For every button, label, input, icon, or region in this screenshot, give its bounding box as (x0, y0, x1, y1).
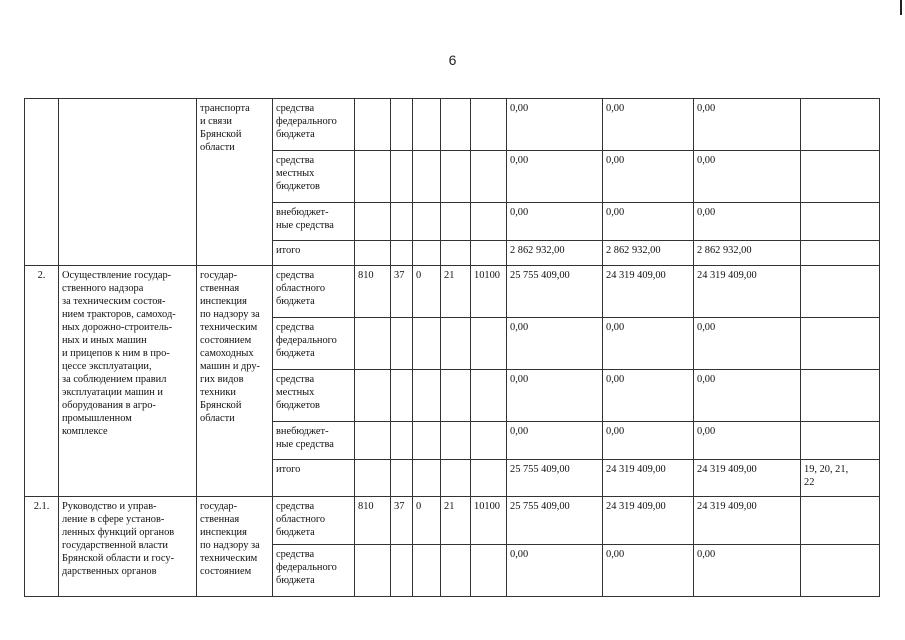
amount-cell: 0,00 (507, 99, 603, 151)
row-number-cell (25, 99, 59, 266)
funding-source-cell: средства областного бюджета (273, 266, 355, 318)
amount-cell: 24 319 409,00 (694, 460, 801, 497)
funding-source-cell: внебюджет- ные средства (273, 203, 355, 241)
amount-cell: 0,00 (507, 370, 603, 422)
budget-code-cell: 21 (441, 266, 471, 318)
amount-cell: 0,00 (507, 422, 603, 460)
amount-cell: 0,00 (507, 203, 603, 241)
funding-source-cell: итого (273, 460, 355, 497)
amount-cell: 0,00 (507, 151, 603, 203)
budget-code-cell: 810 (355, 497, 391, 545)
amount-cell: 24 319 409,00 (603, 497, 694, 545)
amount-cell: 24 319 409,00 (603, 266, 694, 318)
amount-cell: 0,00 (603, 318, 694, 370)
amount-cell: 0,00 (603, 545, 694, 597)
amount-cell: 0,00 (603, 151, 694, 203)
budget-code-cell: 37 (391, 266, 413, 318)
budget-code-cell: 0 (413, 266, 441, 318)
amount-cell: 0,00 (603, 422, 694, 460)
amount-cell: 2 862 932,00 (694, 241, 801, 266)
funding-source-cell: итого (273, 241, 355, 266)
amount-cell: 0,00 (603, 99, 694, 151)
amount-cell: 0,00 (694, 318, 801, 370)
amount-cell: 24 319 409,00 (603, 460, 694, 497)
amount-cell: 0,00 (694, 422, 801, 460)
responsible-org-cell: государ- ственная инспекция по надзору за техническим состоянием самоходных машин и дру- гих видов техники Брянской области (197, 266, 273, 497)
budget-table (24, 98, 880, 597)
scan-edge-mark (900, 0, 902, 15)
amount-cell: 0,00 (694, 99, 801, 151)
amount-cell: 24 319 409,00 (694, 266, 801, 318)
amount-cell: 2 862 932,00 (603, 241, 694, 266)
amount-cell: 24 319 409,00 (694, 497, 801, 545)
budget-code-cell: 810 (355, 266, 391, 318)
funding-source-cell: средства местных бюджетов (273, 151, 355, 203)
amount-cell: 2 862 932,00 (507, 241, 603, 266)
table-row (25, 497, 880, 545)
budget-code-cell: 10100 (471, 497, 507, 545)
row-number-cell: 2. (25, 266, 59, 497)
funding-source-cell: средства федерального бюджета (273, 99, 355, 151)
measure-name-cell: Руководство и управ- ление в сфере установ- ленных функций органов государственной власти Брянской области и госу- дарственных органов (59, 497, 197, 597)
row-number-cell: 2.1. (25, 497, 59, 597)
table-row (25, 266, 880, 318)
measure-name-cell: Осуществление государ- ственного надзора за техническим состоя- нием тракторов, самоход- ных дорожно-строитель- ных и иных машин и прицепов к ним в про- цессе эксплуатации, за соблюдением правил эксплуатации машин и оборудования в агро- промышленном комплексе (59, 266, 197, 497)
funding-source-cell: внебюджет- ные средства (273, 422, 355, 460)
page-number: 6 (448, 52, 457, 68)
budget-code-cell: 37 (391, 497, 413, 545)
amount-cell: 0,00 (603, 370, 694, 422)
amount-cell: 25 755 409,00 (507, 497, 603, 545)
amount-cell: 0,00 (694, 545, 801, 597)
funding-source-cell: средства областного бюджета (273, 497, 355, 545)
amount-cell: 0,00 (694, 203, 801, 241)
funding-source-cell: средства местных бюджетов (273, 370, 355, 422)
indicator-numbers-cell: 19, 20, 21, 22 (801, 460, 880, 497)
amount-cell: 25 755 409,00 (507, 266, 603, 318)
funding-source-cell: средства федерального бюджета (273, 545, 355, 597)
table-row (25, 99, 880, 151)
amount-cell: 0,00 (507, 545, 603, 597)
budget-code-cell: 0 (413, 497, 441, 545)
budget-code-cell: 10100 (471, 266, 507, 318)
amount-cell: 0,00 (603, 203, 694, 241)
amount-cell: 25 755 409,00 (507, 460, 603, 497)
responsible-org-cell: государ- ственная инспекция по надзору за техническим состоянием (197, 497, 273, 597)
measure-name-cell (59, 99, 197, 266)
funding-source-cell: средства федерального бюджета (273, 318, 355, 370)
amount-cell: 0,00 (694, 151, 801, 203)
amount-cell: 0,00 (507, 318, 603, 370)
budget-code-cell: 21 (441, 497, 471, 545)
amount-cell: 0,00 (694, 370, 801, 422)
responsible-org-cell: транспорта и связи Брянской области (197, 99, 273, 266)
